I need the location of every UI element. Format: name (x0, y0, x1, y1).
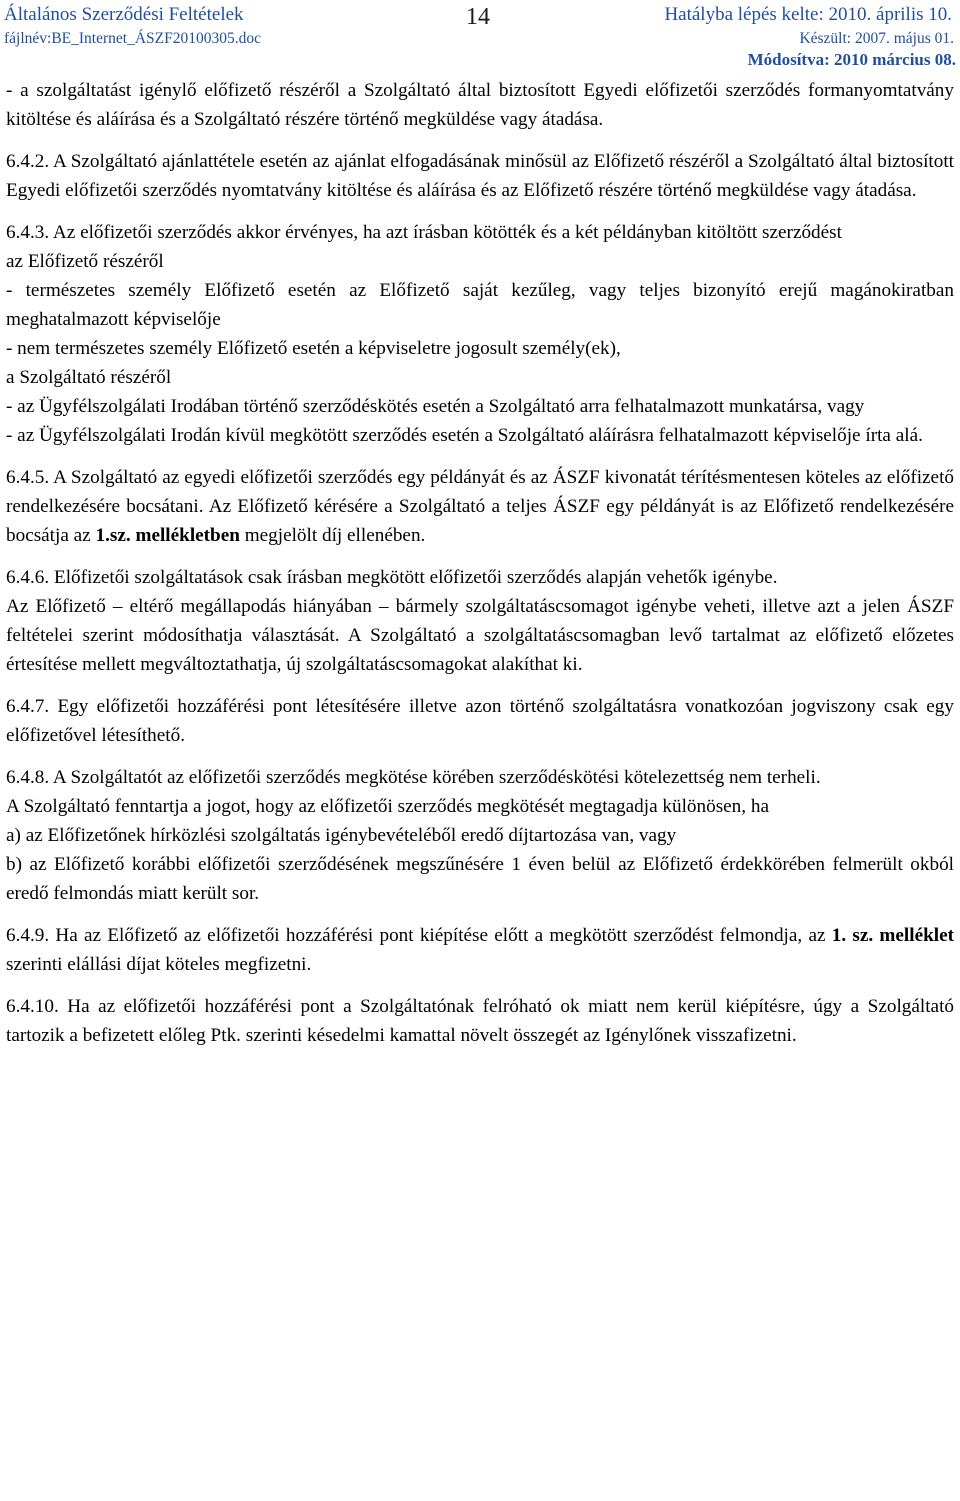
paragraph-6-4-9-text-b: szerinti elállási díjat köteles megfizetni. (6, 954, 312, 975)
modified-date: Módosítva: 2010 március 08. (747, 50, 956, 69)
paragraph-6-4-2: 6.4.2. A Szolgáltató ajánlattétele esetén az ajánlat elfogadásának minősül az Előfizető részéről a Szolgáltató által biztosított Egyedi előfizetői szerződés nyomtatvány kitöltése és aláírása és az Előfizető részére történő megküldése vagy átadása. (6, 151, 954, 201)
paragraph-6-4-8: 6.4.8. A Szolgáltatót az előfizetői szerződés megkötése körében szerződéskötési kötelezettség nem terheli. (6, 767, 821, 788)
paragraph-6-4-5-bold: 1.sz. mellékletben (95, 525, 240, 546)
paragraph-6-4-8-item-b: b) az Előfizető korábbi előfizetői szerződésének megszűnésére 1 éven belül az Előfizető érdekkörében felmerült okból eredő felmondás miatt került sor. (6, 854, 954, 904)
paragraph-6-4-10: 6.4.10. Ha az előfizetői hozzáférési pont a Szolgáltatónak felróható ok miatt nem kerül kiépítésre, úgy a Szolgáltató tartozik a befizetett előleg Ptk. szerinti késedelmi kamattal növelt összegét az Igénylőnek visszafizetni. (6, 996, 954, 1046)
paragraph-6-4-8-item-a: a) az Előfizetőnek hírközlési szolgáltatás igénybevételéből eredő díjtartozása van, vagy (6, 825, 677, 846)
created-date: Készült: 2007. május 01. (799, 30, 954, 47)
paragraph-6-4-3: 6.4.3. Az előfizetői szerződés akkor érvényes, ha azt írásban kötötték és a két példányban kitöltött szerződést (6, 222, 842, 243)
paragraph-6-4-8-refusal: A Szolgáltató fenntartja a jogot, hogy az előfizetői szerződés megkötését megtagadja különösen, ha (6, 796, 769, 817)
paragraph-6-4-3-office: - az Ügyfélszolgálati Irodában történő szerződéskötés esetén a Szolgáltató arra felhatalmazott munkatársa, vagy (6, 396, 865, 417)
paragraph-6-4-3-legal-person: - nem természetes személy Előfizető esetén a képviseletre jogosult személy(ek), (6, 338, 621, 359)
paragraph-6-4-6: 6.4.6. Előfizetői szolgáltatások csak írásban megkötött előfizetői szerződés alapján vehetők igénybe. (6, 567, 778, 588)
paragraph-6-4-3-outside-office: - az Ügyfélszolgálati Irodán kívül megkötött szerződés esetén a Szolgáltató aláírásra felhatalmazott képviselője írta alá. (6, 425, 923, 446)
paragraph-intro-item: - a szolgáltatást igénylő előfizető részéről a Szolgáltató által biztosított Egyedi előfizetői szerződés formanyomtatvány kitöltése és aláírása és a Szolgáltató részére történő megküldése vagy átadása. (6, 80, 954, 130)
page-header (0, 0, 960, 72)
paragraph-6-4-3-subscriber: az Előfizető részéről (6, 251, 164, 272)
paragraph-6-4-7: 6.4.7. Egy előfizetői hozzáférési pont létesítésére illetve azon történő szolgáltatásra vonatkozóan jogviszony csak egy előfizetővel létesíthető. (6, 696, 954, 746)
document-body (6, 76, 954, 1050)
paragraph-6-4-3-provider: a Szolgáltató részéről (6, 367, 172, 388)
paragraph-6-4-3-natural-person: - természetes személy Előfizető esetén az Előfizető saját kezűleg, vagy teljes bizonyító erejű magánokiratban meghatalmazott képviselője (6, 280, 954, 330)
paragraph-6-4-5 (6, 463, 954, 550)
document-title: Általános Szerződési Feltételek (4, 4, 244, 25)
page-number: 14 (466, 4, 490, 30)
paragraph-6-4-5-text-b: megjelölt díj ellenében. (239, 525, 426, 546)
effective-date: Hatályba lépés kelte: 2010. április 10. (664, 4, 952, 25)
file-name: fájlnév:BE_Internet_ÁSZF20100305.doc (4, 30, 261, 47)
paragraph-6-4-9-text-a: 6.4.9. Ha az Előfizető az előfizetői hozzáférési pont kiépítése előtt a megkötött szerződést felmondja, az (6, 925, 832, 946)
paragraph-6-4-6-packages: Az Előfizető – eltérő megállapodás hiányában – bármely szolgáltatáscsomagot igénybe veheti, illetve azt a jelen ÁSZF feltételei szerint módosíthatja választását. A Szolgáltató a szolgáltatáscsomagban levő tartalmat az előfizető előzetes értesítése mellett megváltoztathatja, új szolgáltatáscsomagokat alakíthat ki. (6, 596, 954, 675)
paragraph-6-4-5-text-a: 6.4.5. A Szolgáltató az egyedi előfizetői szerződés egy példányát és az ÁSZF kivonatát térítésmentesen köteles az előfizető rendelkezésére bocsátani. Az Előfizető kérésére a Szolgáltató a teljes ÁSZF egy példányát is az Előfizető rendelkezésére bocsátja az (6, 467, 954, 546)
paragraph-6-4-9-bold: 1. sz. melléklet (831, 925, 954, 946)
paragraph-6-4-9 (6, 921, 954, 979)
